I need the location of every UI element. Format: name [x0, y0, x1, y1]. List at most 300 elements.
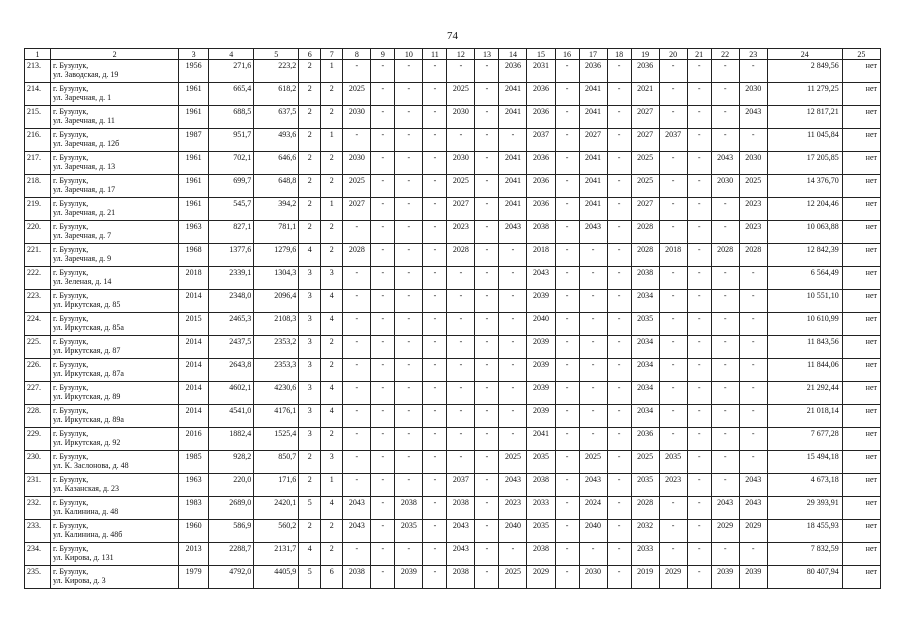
address-street: ул. Иркутская, д. 92 — [53, 438, 121, 447]
column-header: 4 — [209, 49, 254, 60]
table-row — [25, 83, 881, 106]
cell-col-23: 2029 — [739, 520, 767, 543]
cell-col-24: 14 376,70 — [767, 175, 842, 198]
cell-col-19: 2034 — [631, 336, 659, 359]
cell-col-5: 560,2 — [254, 520, 299, 543]
cell-col-19: 2027 — [631, 129, 659, 152]
cell-col-10: - — [395, 198, 423, 221]
cell-col-8: - — [343, 428, 371, 451]
cell-col-21: - — [687, 405, 711, 428]
cell-col-25: нет — [842, 382, 880, 405]
address-cell — [51, 451, 179, 474]
table-row — [25, 451, 881, 474]
table-row — [25, 290, 881, 313]
cell-col-21: - — [687, 175, 711, 198]
cell-col-23: - — [739, 405, 767, 428]
cell-col-4: 702,1 — [209, 152, 254, 175]
cell-col-16: - — [555, 106, 579, 129]
cell-col-10: - — [395, 152, 423, 175]
cell-col-22: 2028 — [711, 244, 739, 267]
cell-col-18: - — [607, 428, 631, 451]
cell-col-7: 1 — [321, 129, 343, 152]
cell-col-4: 2339,1 — [209, 267, 254, 290]
address-cell — [51, 198, 179, 221]
cell-col-25: нет — [842, 451, 880, 474]
cell-col-4: 586,9 — [209, 520, 254, 543]
cell-col-7: 4 — [321, 405, 343, 428]
cell-col-11: - — [423, 405, 447, 428]
row-number: 226. — [25, 359, 51, 382]
table-row — [25, 221, 881, 244]
cell-col-17: 2043 — [579, 221, 607, 244]
row-number: 223. — [25, 290, 51, 313]
cell-col-9: - — [371, 428, 395, 451]
cell-col-10: - — [395, 428, 423, 451]
cell-col-11: - — [423, 451, 447, 474]
cell-col-14: - — [499, 543, 527, 566]
column-header: 22 — [711, 49, 739, 60]
cell-col-24: 7 832,59 — [767, 543, 842, 566]
cell-col-18: - — [607, 152, 631, 175]
cell-col-14: 2041 — [499, 152, 527, 175]
cell-col-6: 2 — [299, 198, 321, 221]
address-cell — [51, 290, 179, 313]
cell-col-19: 2033 — [631, 543, 659, 566]
cell-col-6: 5 — [299, 497, 321, 520]
cell-col-25: нет — [842, 428, 880, 451]
cell-col-8: 2030 — [343, 152, 371, 175]
cell-col-22: 2039 — [711, 566, 739, 589]
address-city: г. Бузулук, — [53, 291, 89, 300]
cell-col-25: нет — [842, 566, 880, 589]
address-street: ул. Заречная, д. 17 — [53, 185, 116, 194]
cell-col-3: 1963 — [179, 221, 209, 244]
cell-col-15: 2038 — [527, 543, 555, 566]
address-street: ул. Иркутская, д. 89 — [53, 392, 121, 401]
address-city: г. Бузулук, — [53, 383, 89, 392]
cell-col-11: - — [423, 106, 447, 129]
address-city: г. Бузулук, — [53, 222, 89, 231]
cell-col-11: - — [423, 152, 447, 175]
column-header: 8 — [343, 49, 371, 60]
cell-col-11: - — [423, 359, 447, 382]
cell-col-17: 2041 — [579, 175, 607, 198]
cell-col-14: 2043 — [499, 474, 527, 497]
cell-col-6: 2 — [299, 106, 321, 129]
address-city: г. Бузулук, — [53, 498, 89, 507]
cell-col-5: 4230,6 — [254, 382, 299, 405]
cell-col-10: - — [395, 405, 423, 428]
address-street: ул. Зеленая, д. 14 — [53, 277, 112, 286]
cell-col-11: - — [423, 382, 447, 405]
row-number: 229. — [25, 428, 51, 451]
cell-col-7: 4 — [321, 290, 343, 313]
cell-col-3: 1961 — [179, 152, 209, 175]
cell-col-23: 2039 — [739, 566, 767, 589]
cell-col-25: нет — [842, 221, 880, 244]
cell-col-24: 17 205,85 — [767, 152, 842, 175]
cell-col-22: - — [711, 451, 739, 474]
cell-col-12: - — [447, 267, 475, 290]
cell-col-20: - — [659, 290, 687, 313]
cell-col-6: 3 — [299, 428, 321, 451]
cell-col-24: 11 844,06 — [767, 359, 842, 382]
cell-col-18: - — [607, 313, 631, 336]
cell-col-13: - — [475, 290, 499, 313]
cell-col-15: 2036 — [527, 198, 555, 221]
cell-col-20: 2035 — [659, 451, 687, 474]
cell-col-5: 648,8 — [254, 175, 299, 198]
cell-col-24: 6 564,49 — [767, 267, 842, 290]
address-city: г. Бузулук, — [53, 199, 89, 208]
cell-col-7: 3 — [321, 451, 343, 474]
cell-col-9: - — [371, 106, 395, 129]
address-cell — [51, 221, 179, 244]
cell-col-7: 3 — [321, 267, 343, 290]
cell-col-23: 2030 — [739, 83, 767, 106]
cell-col-15: 2036 — [527, 83, 555, 106]
cell-col-25: нет — [842, 244, 880, 267]
cell-col-24: 29 393,91 — [767, 497, 842, 520]
cell-col-21: - — [687, 566, 711, 589]
cell-col-15: 2039 — [527, 336, 555, 359]
cell-col-21: - — [687, 244, 711, 267]
cell-col-8: - — [343, 336, 371, 359]
cell-col-19: 2025 — [631, 152, 659, 175]
cell-col-8: - — [343, 129, 371, 152]
cell-col-17: 2036 — [579, 60, 607, 83]
cell-col-18: - — [607, 244, 631, 267]
address-cell — [51, 520, 179, 543]
cell-col-16: - — [555, 175, 579, 198]
cell-col-10: 2038 — [395, 497, 423, 520]
cell-col-18: - — [607, 221, 631, 244]
cell-col-22: - — [711, 313, 739, 336]
cell-col-12: 2038 — [447, 497, 475, 520]
cell-col-3: 2014 — [179, 359, 209, 382]
cell-col-17: - — [579, 405, 607, 428]
cell-col-13: - — [475, 313, 499, 336]
cell-col-22: - — [711, 60, 739, 83]
cell-col-11: - — [423, 566, 447, 589]
cell-col-20: - — [659, 198, 687, 221]
cell-col-6: 3 — [299, 359, 321, 382]
address-city: г. Бузулук, — [53, 429, 89, 438]
cell-col-21: - — [687, 290, 711, 313]
column-header: 5 — [254, 49, 299, 60]
cell-col-19: 2035 — [631, 313, 659, 336]
cell-col-8: 2043 — [343, 520, 371, 543]
cell-col-14: 2025 — [499, 451, 527, 474]
address-cell — [51, 428, 179, 451]
cell-col-15: 2041 — [527, 428, 555, 451]
cell-col-24: 7 677,28 — [767, 428, 842, 451]
cell-col-14: - — [499, 359, 527, 382]
cell-col-18: - — [607, 175, 631, 198]
cell-col-9: - — [371, 83, 395, 106]
cell-col-19: 2034 — [631, 359, 659, 382]
cell-col-25: нет — [842, 83, 880, 106]
cell-col-15: 2031 — [527, 60, 555, 83]
cell-col-5: 1304,3 — [254, 267, 299, 290]
cell-col-11: - — [423, 60, 447, 83]
column-header: 2 — [51, 49, 179, 60]
cell-col-19: 2036 — [631, 60, 659, 83]
cell-col-5: 781,1 — [254, 221, 299, 244]
cell-col-14: - — [499, 267, 527, 290]
cell-col-21: - — [687, 152, 711, 175]
address-city: г. Бузулук, — [53, 314, 89, 323]
cell-col-4: 545,7 — [209, 198, 254, 221]
cell-col-20: - — [659, 359, 687, 382]
cell-col-7: 2 — [321, 175, 343, 198]
cell-col-6: 3 — [299, 290, 321, 313]
address-city: г. Бузулук, — [53, 337, 89, 346]
row-number: 213. — [25, 60, 51, 83]
table-row — [25, 336, 881, 359]
cell-col-11: - — [423, 129, 447, 152]
cell-col-4: 928,2 — [209, 451, 254, 474]
cell-col-3: 1956 — [179, 60, 209, 83]
cell-col-10: 2039 — [395, 566, 423, 589]
cell-col-3: 1961 — [179, 106, 209, 129]
cell-col-4: 220,0 — [209, 474, 254, 497]
housing-repair-table — [24, 48, 881, 589]
cell-col-9: - — [371, 497, 395, 520]
cell-col-24: 80 407,94 — [767, 566, 842, 589]
cell-col-9: - — [371, 313, 395, 336]
cell-col-11: - — [423, 83, 447, 106]
column-header: 20 — [659, 49, 687, 60]
cell-col-17: - — [579, 336, 607, 359]
cell-col-17: 2040 — [579, 520, 607, 543]
cell-col-6: 5 — [299, 566, 321, 589]
cell-col-20: - — [659, 543, 687, 566]
row-number: 214. — [25, 83, 51, 106]
cell-col-24: 2 849,56 — [767, 60, 842, 83]
cell-col-17: - — [579, 382, 607, 405]
table-row — [25, 359, 881, 382]
cell-col-7: 2 — [321, 543, 343, 566]
cell-col-7: 2 — [321, 106, 343, 129]
cell-col-8: - — [343, 543, 371, 566]
cell-col-3: 1968 — [179, 244, 209, 267]
cell-col-3: 2015 — [179, 313, 209, 336]
cell-col-14: 2041 — [499, 106, 527, 129]
cell-col-21: - — [687, 543, 711, 566]
address-street: ул. Заречная, д. 11 — [53, 116, 115, 125]
cell-col-10: - — [395, 313, 423, 336]
cell-col-21: - — [687, 359, 711, 382]
cell-col-12: - — [447, 129, 475, 152]
cell-col-7: 2 — [321, 520, 343, 543]
column-header: 18 — [607, 49, 631, 60]
cell-col-15: 2039 — [527, 405, 555, 428]
cell-col-8: - — [343, 405, 371, 428]
cell-col-21: - — [687, 520, 711, 543]
cell-col-18: - — [607, 451, 631, 474]
cell-col-20: - — [659, 60, 687, 83]
cell-col-9: - — [371, 129, 395, 152]
cell-col-19: 2036 — [631, 428, 659, 451]
column-header: 24 — [767, 49, 842, 60]
cell-col-9: - — [371, 520, 395, 543]
cell-col-12: 2038 — [447, 566, 475, 589]
cell-col-18: - — [607, 198, 631, 221]
row-number: 224. — [25, 313, 51, 336]
cell-col-10: - — [395, 451, 423, 474]
row-number: 231. — [25, 474, 51, 497]
cell-col-11: - — [423, 221, 447, 244]
cell-col-14: - — [499, 428, 527, 451]
cell-col-20: - — [659, 267, 687, 290]
cell-col-24: 21 292,44 — [767, 382, 842, 405]
cell-col-22: - — [711, 129, 739, 152]
cell-col-21: - — [687, 198, 711, 221]
cell-col-3: 1961 — [179, 83, 209, 106]
row-number: 220. — [25, 221, 51, 244]
cell-col-18: - — [607, 474, 631, 497]
cell-col-10: 2035 — [395, 520, 423, 543]
cell-col-7: 1 — [321, 60, 343, 83]
column-header: 3 — [179, 49, 209, 60]
address-city: г. Бузулук, — [53, 84, 89, 93]
cell-col-24: 11 279,25 — [767, 83, 842, 106]
cell-col-11: - — [423, 290, 447, 313]
cell-col-14: 2041 — [499, 198, 527, 221]
cell-col-24: 12 842,39 — [767, 244, 842, 267]
cell-col-21: - — [687, 451, 711, 474]
cell-col-15: 2035 — [527, 520, 555, 543]
row-number: 225. — [25, 336, 51, 359]
cell-col-22: - — [711, 221, 739, 244]
cell-col-25: нет — [842, 129, 880, 152]
row-number: 219. — [25, 198, 51, 221]
cell-col-19: 2032 — [631, 520, 659, 543]
cell-col-13: - — [475, 336, 499, 359]
cell-col-4: 2348,0 — [209, 290, 254, 313]
cell-col-15: 2038 — [527, 474, 555, 497]
address-cell — [51, 267, 179, 290]
cell-col-21: - — [687, 60, 711, 83]
address-street: ул. Кирова, д. 131 — [53, 553, 114, 562]
cell-col-24: 12 817,21 — [767, 106, 842, 129]
cell-col-19: 2019 — [631, 566, 659, 589]
cell-col-16: - — [555, 60, 579, 83]
cell-col-13: - — [475, 451, 499, 474]
address-city: г. Бузулук, — [53, 268, 89, 277]
cell-col-16: - — [555, 290, 579, 313]
cell-col-8: - — [343, 267, 371, 290]
address-street: ул. Кирова, д. 3 — [53, 576, 106, 585]
cell-col-21: - — [687, 382, 711, 405]
address-cell — [51, 543, 179, 566]
cell-col-25: нет — [842, 405, 880, 428]
cell-col-12: - — [447, 405, 475, 428]
address-city: г. Бузулук, — [53, 567, 89, 576]
address-cell — [51, 175, 179, 198]
cell-col-10: - — [395, 382, 423, 405]
cell-col-18: - — [607, 359, 631, 382]
cell-col-15: 2040 — [527, 313, 555, 336]
table-row — [25, 428, 881, 451]
cell-col-5: 4176,1 — [254, 405, 299, 428]
cell-col-21: - — [687, 474, 711, 497]
cell-col-21: - — [687, 83, 711, 106]
table-row — [25, 198, 881, 221]
cell-col-25: нет — [842, 543, 880, 566]
address-street: ул. Заречная, д. 21 — [53, 208, 116, 217]
address-street: ул. Иркутская, д. 87 — [53, 346, 121, 355]
cell-col-9: - — [371, 290, 395, 313]
cell-col-17: 2024 — [579, 497, 607, 520]
address-cell — [51, 336, 179, 359]
address-city: г. Бузулук, — [53, 475, 89, 484]
cell-col-8: - — [343, 60, 371, 83]
table-row — [25, 313, 881, 336]
cell-col-12: - — [447, 336, 475, 359]
cell-col-23: - — [739, 129, 767, 152]
cell-col-10: - — [395, 175, 423, 198]
cell-col-23: 2028 — [739, 244, 767, 267]
column-header: 9 — [371, 49, 395, 60]
cell-col-20: - — [659, 520, 687, 543]
cell-col-10: - — [395, 106, 423, 129]
cell-col-13: - — [475, 83, 499, 106]
cell-col-14: - — [499, 382, 527, 405]
cell-col-16: - — [555, 267, 579, 290]
address-street: ул. Иркутская, д. 89а — [53, 415, 124, 424]
cell-col-5: 637,5 — [254, 106, 299, 129]
cell-col-7: 4 — [321, 382, 343, 405]
cell-col-19: 2028 — [631, 221, 659, 244]
cell-col-3: 1961 — [179, 175, 209, 198]
cell-col-20: - — [659, 428, 687, 451]
address-city: г. Бузулук, — [53, 107, 89, 116]
cell-col-17: 2041 — [579, 83, 607, 106]
cell-col-6: 3 — [299, 382, 321, 405]
cell-col-17: - — [579, 543, 607, 566]
address-city: г. Бузулук, — [53, 360, 89, 369]
cell-col-13: - — [475, 497, 499, 520]
cell-col-14: 2043 — [499, 221, 527, 244]
cell-col-18: - — [607, 267, 631, 290]
cell-col-25: нет — [842, 60, 880, 83]
cell-col-15: 2039 — [527, 359, 555, 382]
cell-col-25: нет — [842, 520, 880, 543]
cell-col-6: 2 — [299, 129, 321, 152]
cell-col-11: - — [423, 267, 447, 290]
cell-col-3: 2014 — [179, 382, 209, 405]
address-cell — [51, 382, 179, 405]
cell-col-20: - — [659, 497, 687, 520]
cell-col-13: - — [475, 60, 499, 83]
row-number: 228. — [25, 405, 51, 428]
address-street: ул. Заречная, д. 13 — [53, 162, 116, 171]
cell-col-23: 2043 — [739, 497, 767, 520]
cell-col-16: - — [555, 451, 579, 474]
cell-col-20: - — [659, 336, 687, 359]
cell-col-19: 2035 — [631, 474, 659, 497]
cell-col-5: 4405,9 — [254, 566, 299, 589]
cell-col-18: - — [607, 336, 631, 359]
cell-col-13: - — [475, 129, 499, 152]
address-cell — [51, 129, 179, 152]
cell-col-12: - — [447, 313, 475, 336]
cell-col-16: - — [555, 497, 579, 520]
table-row — [25, 129, 881, 152]
row-number: 216. — [25, 129, 51, 152]
